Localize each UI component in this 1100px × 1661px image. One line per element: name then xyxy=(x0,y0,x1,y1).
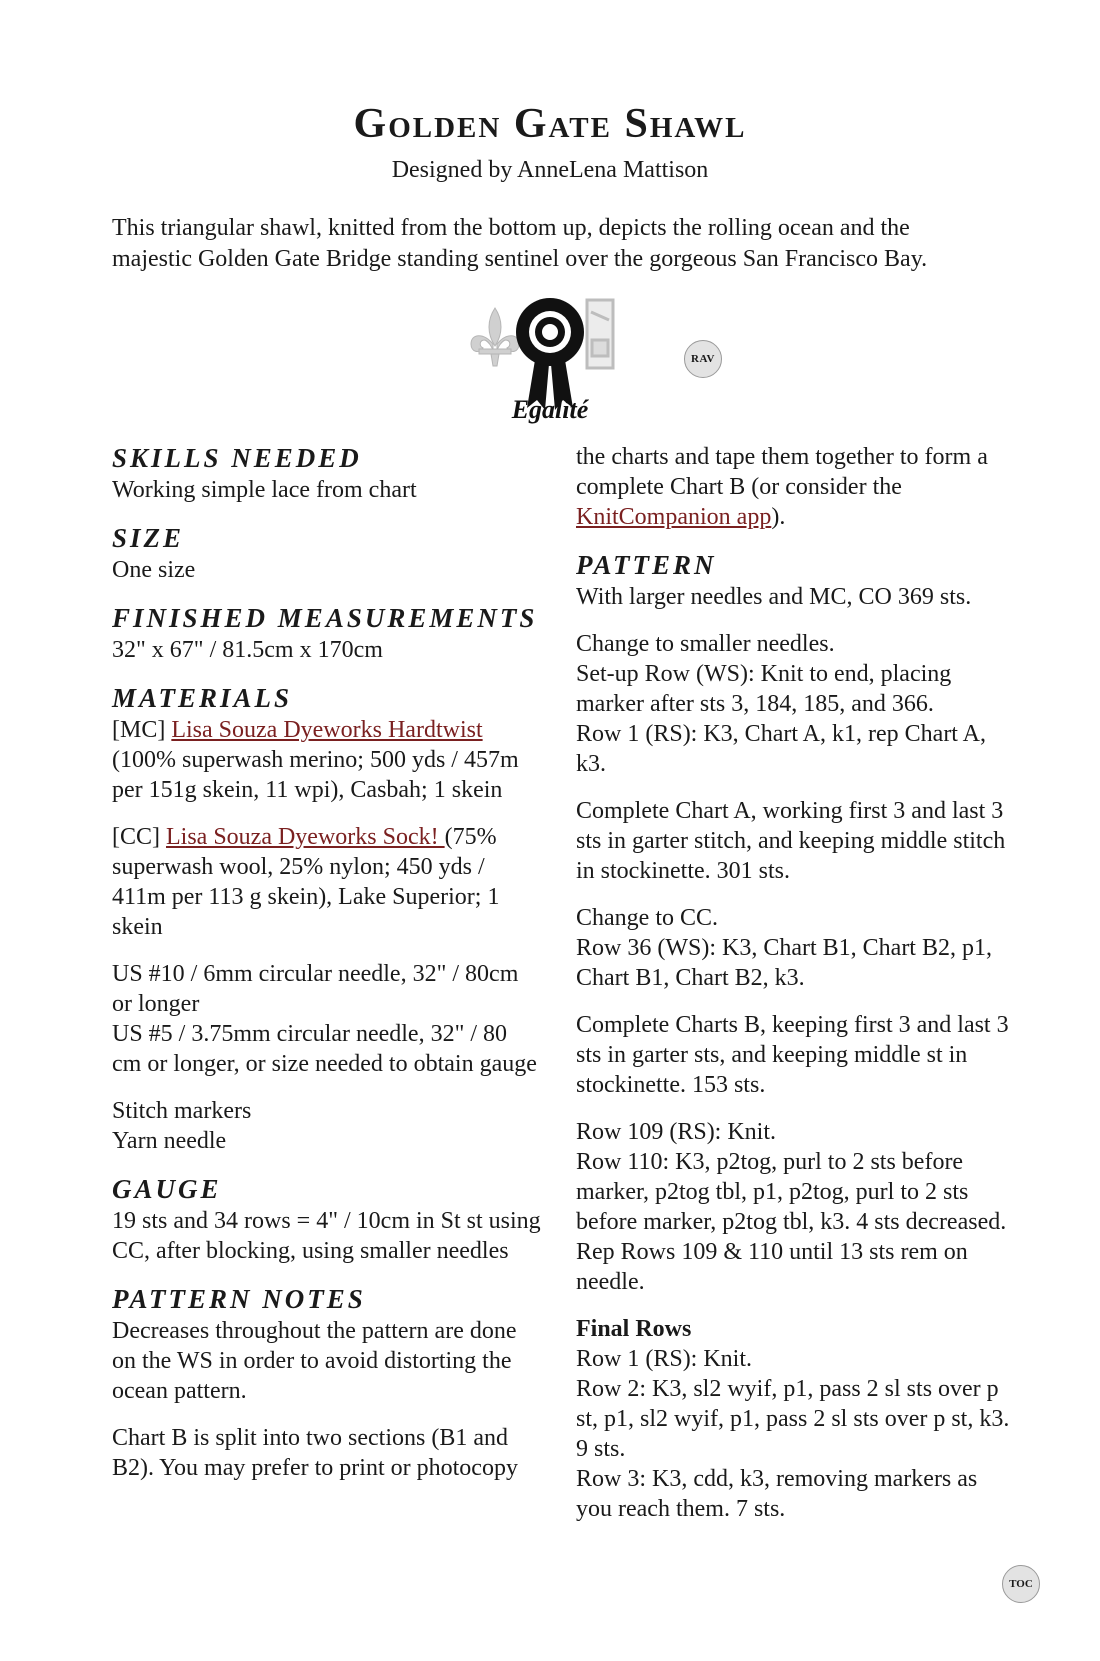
mc-yarn-link[interactable]: Lisa Souza Dyeworks Hardtwist xyxy=(171,717,483,743)
pattern-notes-text-2: Chart B is split into two sections (B1 and B2). You may prefer to print or photocopy xyxy=(112,1425,518,1481)
notions xyxy=(112,1096,542,1156)
gauge-heading: GAUGE xyxy=(112,1174,222,1204)
knitcompanion-link[interactable]: KnitCompanion app xyxy=(576,504,772,530)
notion-yarn-needle: Yarn needle xyxy=(112,1128,227,1154)
pattern-change-cc: Change to CC. Row 36 (WS): K3, Chart B1, Chart B2, p1, Chart B1, Chart B2, k3. xyxy=(576,905,992,991)
pattern-notes-text-1: Decreases throughout the pattern are done on the WS in order to avoid distorting the ocean pattern. xyxy=(112,1318,517,1404)
gauge-text: 19 sts and 34 rows = 4" / 10cm in St st using CC, after blocking, using smaller needles xyxy=(112,1208,541,1264)
needle-small: US #5 / 3.75mm circular needle, 32" / 80 cm or longer, or size needed to obtain gauge xyxy=(112,1021,537,1077)
notion-stitch-markers: Stitch markers xyxy=(112,1098,252,1124)
size-text: One size xyxy=(112,557,196,583)
mc-yarn xyxy=(112,715,542,805)
final-rows: Row 1 (RS): Knit. Row 2: K3, sl2 wyif, p1, pass 2 sl sts over p st, p1, sl2 wyif, p1, pass 2 sl sts over p st, k3. 9 sts. Row 3: K3, cdd, k3, removing markers as you reach them. 7 sts. xyxy=(576,1346,1010,1522)
pattern-notes-heading: PATTERN NOTES xyxy=(112,1284,366,1314)
finished-measurements-text: 32" x 67" / 81.5cm x 170cm xyxy=(112,637,383,663)
final-rows-heading: Final Rows xyxy=(576,1316,692,1342)
size-heading: SIZE xyxy=(112,523,185,553)
intro-paragraph: This triangular shawl, knitted from the bottom up, depicts the rolling ocean and the majestic Golden Gate Bridge standing sentinel over the gorgeous San Francisco Bay. xyxy=(112,215,928,272)
toc-badge[interactable]: TOC xyxy=(1002,1565,1040,1603)
materials-heading: MATERIALS xyxy=(112,683,293,713)
cc-yarn xyxy=(112,822,542,942)
pattern-decrease-rows: Row 109 (RS): Knit. Row 110: K3, p2tog, purl to 2 sts before marker, p2tog tbl, p1, p2tog, purl to 2 sts before marker, p2tog tbl, k3. 4 sts decreased. Rep Rows 109 & 110 until 13 sts rem on needle. xyxy=(576,1119,1007,1295)
cc-yarn-link[interactable]: Lisa Souza Dyeworks Sock! xyxy=(166,824,445,850)
needles xyxy=(112,959,542,1079)
designer-byline: Designed by AnneLena Mattison xyxy=(391,157,709,183)
pattern-chart-a: Complete Chart A, working first 3 and last 3 sts in garter stitch, and keeping middle stitch in stockinette. 301 sts. xyxy=(576,798,1006,884)
cc-label: [CC] xyxy=(112,824,166,850)
skills-heading: SKILLS NEEDED xyxy=(112,443,362,473)
right-column xyxy=(576,442,1016,1524)
egalite-logo-text: Egalité xyxy=(511,395,589,424)
needle-large: US #10 / 6mm circular needle, 32" / 80cm or longer xyxy=(112,961,519,1017)
rosette-ribbon-icon xyxy=(516,298,584,410)
left-column xyxy=(112,442,542,1483)
pattern-notes-continued: the charts and tape them together to form a complete Chart B (or consider the KnitCompanion app). xyxy=(576,444,988,530)
mc-yarn-details: (100% superwash merino; 500 yds / 457m per 151g skein, 11 wpi), Casbah; 1 skein xyxy=(112,747,519,803)
page-title: Golden Gate Shawl xyxy=(353,101,747,147)
pattern-heading: PATTERN xyxy=(576,550,717,580)
guillotine-icon xyxy=(587,300,613,368)
mc-label: [MC] xyxy=(112,717,172,743)
pattern-setup: Change to smaller needles. Set-up Row (WS): Knit to end, placing marker after sts 3, 184, 185, and 366. Row 1 (RS): K3, Chart A, k1, rep Chart A, k3. xyxy=(576,631,986,777)
skills-text: Working simple lace from chart xyxy=(112,477,417,503)
pattern-cast-on: With larger needles and MC, CO 369 sts. xyxy=(576,584,972,610)
cc-yarn-details: (75% superwash wool, 25% nylon; 450 yds / 411m per 113 g skein), Lake Superior; 1 skein xyxy=(112,824,500,940)
fleur-de-lis-icon xyxy=(471,308,519,366)
ravelry-badge[interactable]: RAV xyxy=(684,340,722,378)
finished-measurements-heading: FINISHED MEASUREMENTS xyxy=(112,603,538,633)
pattern-charts-b: Complete Charts B, keeping first 3 and last 3 sts in garter sts, and keeping middle st in stockinette. 153 sts. xyxy=(576,1012,1009,1098)
